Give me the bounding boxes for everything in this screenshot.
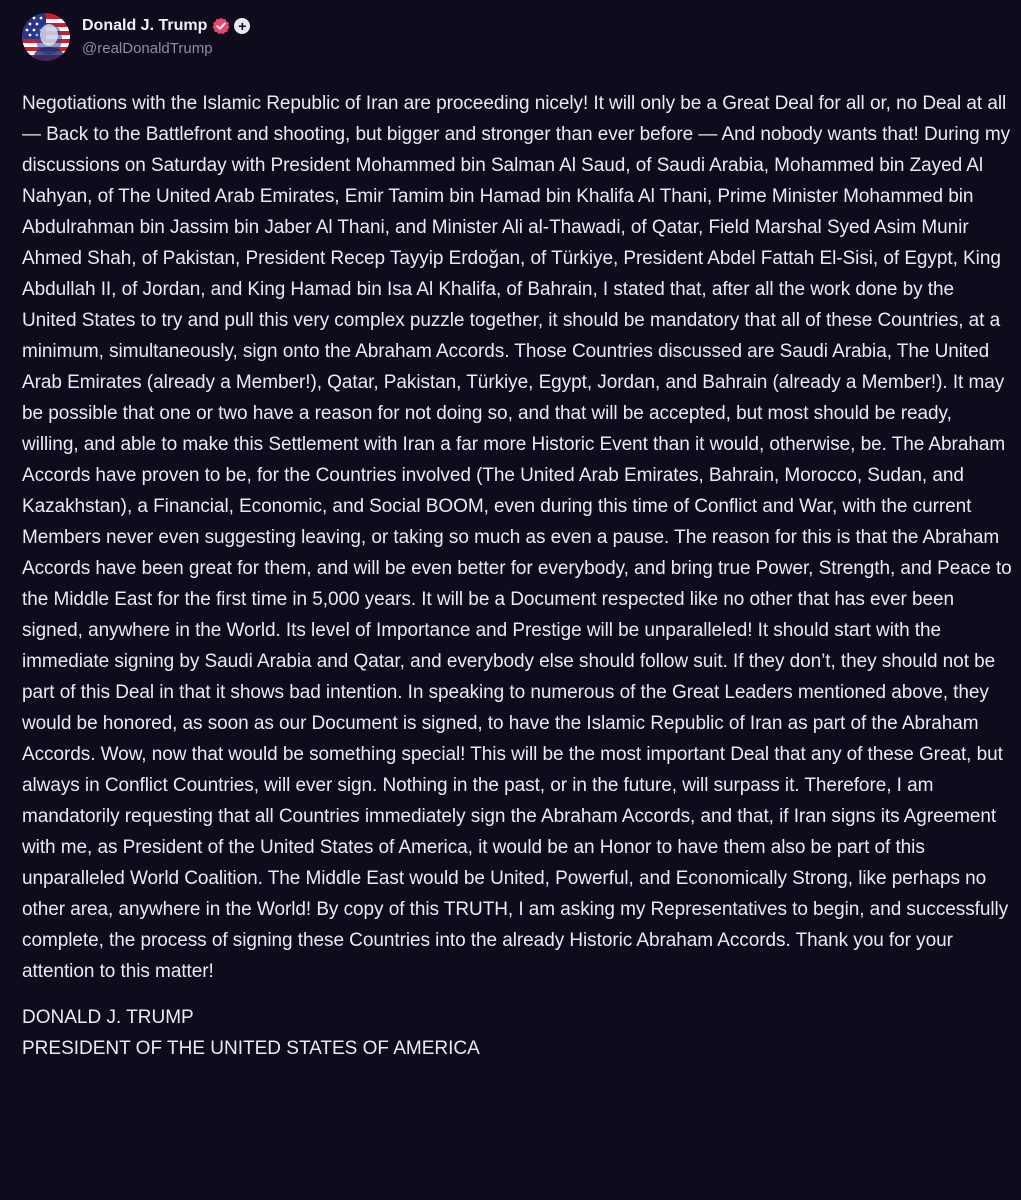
verified-badge-icon (212, 17, 230, 35)
post-content (22, 88, 1012, 1064)
display-name[interactable]: Donald J. Trump (82, 17, 208, 34)
author-identity (82, 15, 250, 57)
post-header (22, 12, 250, 62)
name-row (82, 15, 250, 37)
plus-icon: + (234, 18, 250, 34)
signature-name: DONALD J. TRUMP (22, 1007, 194, 1028)
author-handle[interactable]: @realDonaldTrump (82, 40, 213, 57)
signature-title: PRESIDENT OF THE UNITED STATES OF AMERICA (22, 1038, 480, 1059)
post-body: Negotiations with the Islamic Republic of Iran are proceeding nicely! It will only be a Great Deal for all or, no Deal at all — Back to the Battlefront and shooting, but bigger and stronger than ever before — And nobody wants that! During my discussions on Saturday with President Mohammed bin Salman Al Saud, of Saudi Arabia, Mohammed bin Zayed Al Nahyan, of The United Arab Emirates, Emir Tamim bin Hamad bin Khalifa Al Thani, Prime Minister Mohammed bin Abdulrahman bin Jassim bin Jaber Al Thani, and Minister Ali al-Thawadi, of Qatar, Field Marshal Syed Asim Munir Ahmed Shah, of Pakistan, President Recep Tayyip Erdoğan, of Türkiye, President Abdel Fattah El-Sisi, of Egypt, King Abdullah II, of Jordan, and King Hamad bin Isa Al Khalifa, of Bahrain, I stated that, after all the work done by the United States to try and pull this very complex puzzle together, it should be mandatory that all of these Countries, at a minimum, simultaneously, sign onto the Abraham Accords. Those Countries discussed are Saudi Arabia, The United Arab Emirates (already a Member!), Qatar, Pakistan, Türkiye, Egypt, Jordan, and Bahrain (already a Member!). It may be possible that one or two have a reason for not doing so, and that will be accepted, but most should be ready, willing, and able to make this Settlement with Iran a far more Historic Event than it would, otherwise, be. The Abraham Accords have proven to be, for the Countries involved (The United Arab Emirates, Bahrain, Morocco, Sudan, and Kazakhstan), a Financial, Economic, and Social BOOM, even during this time of Conflict and War, with the current Members never even suggesting leaving, or taking so much as even a pause. The reason for this is that the Abraham Accords have been great for them, and will be even better for everybody, and bring true Power, Strength, and Peace to the Middle East for the first time in 5,000 years. It will be a Document respected like no other that has ever been signed, anywhere in the World. Its level of Importance and Prestige will be unparalleled! It should start with the immediate signing by Saudi Arabia and Qatar, and everybody else should follow suit. If they don’t, they should not be part of this Deal in that it shows bad intention. In speaking to numerous of the Great Leaders mentioned above, they would be honored, as soon as our Document is signed, to have the Islamic Republic of Iran as part of the Abraham Accords. Wow, now that would be something special! This will be the most important Deal that any of these Great, but always in Conflict Countries, will ever sign. Nothing in the past, or in the future, will surpass it. Therefore, I am mandatorily requesting that all Countries immediately sign the Abraham Accords, and that, if Iran signs its Agreement with me, as President of the United States of America, it would be an Honor to have them also be part of this unparalleled World Coalition. The Middle East would be United, Powerful, and Economically Strong, like perhaps no other area, anywhere in the World! By copy of this TRUTH, I am asking my Representatives to begin, and successfully complete, the process of signing these Countries into the already Historic Abraham Accords. Thank you for your attention to this matter! (22, 93, 1012, 982)
avatar[interactable] (22, 13, 70, 61)
signature-block (22, 1002, 1012, 1064)
